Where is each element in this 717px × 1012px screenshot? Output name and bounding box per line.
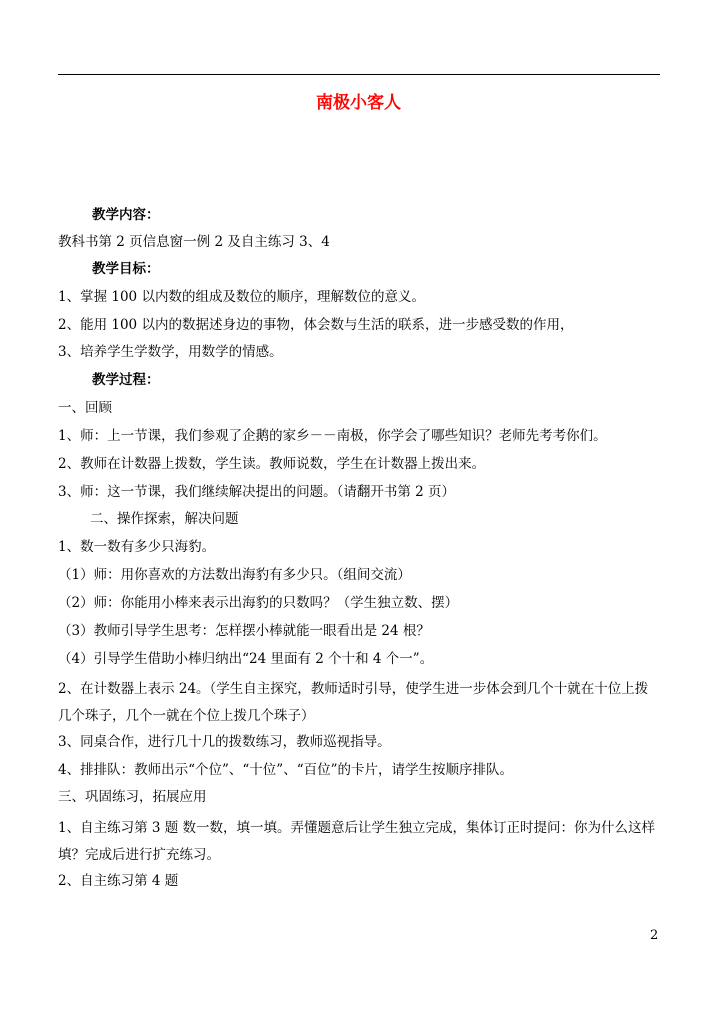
text-line: （4）引导学生借助小棒归纳出“24 里面有 2 个十和 4 个一”。	[58, 651, 434, 667]
header-rule	[58, 74, 660, 75]
section-heading-process: 教学过程：	[92, 372, 160, 388]
section-heading-content: 教学内容：	[92, 207, 160, 223]
section-heading-explore: 二、操作探索，解决问题	[90, 511, 239, 527]
text-line: 3、培养学生学数学，用数学的情感。	[58, 344, 283, 360]
section-heading-goals: 教学目标：	[92, 261, 160, 277]
text-paragraph: 2、在计数器上表示 24。（学生自主探究，教师适时引导，使学生进一步体会到几个十就在十位上拨几个珠子，几个一就在个位上拨几个珠子）	[58, 681, 649, 724]
text-line: （2）师：你能用小棒来表示出海豹的只数吗？（学生独立数、摆）	[58, 595, 459, 611]
page-title: 南极小客人	[316, 93, 401, 113]
text-paragraph: 1、自主练习第 3 题 数一数，填一填。弄懂题意后让学生独立完成，集体订正时提问：你为什么这样填？完成后进行扩充练习。	[58, 820, 656, 863]
text-line: （1）师：用你喜欢的方法数出海豹有多少只。（组间交流）	[58, 567, 411, 583]
text-line: 教科书第 2 页信息窗一例 2 及自主练习 3、4	[58, 234, 330, 250]
text-line: 1、掌握 100 以内数的组成及数位的顺序，理解数位的意义。	[58, 289, 425, 305]
text-line: 1、数一数有多少只海豹。	[58, 539, 216, 555]
text-line: 1、师：上一节课，我们参观了企鹅的家乡－－南极，你学会了哪些知识？老师先考考你们。	[58, 428, 607, 444]
text-line: 2、能用 100 以内的数据述身边的事物，体会数与生活的联系，进一步感受数的作用，	[58, 317, 574, 333]
text-line: 3、师：这一节课，我们继续解决提出的问题。（请翻开书第 2 页）	[58, 484, 456, 500]
text-line: 2、教师在计数器上拨数，学生读。教师说数，学生在计数器上拨出来。	[58, 456, 486, 472]
text-line: （3）教师引导学生思考：怎样摆小棒就能一眼看出是 24 根？	[58, 623, 430, 639]
text-line: 2、自主练习第 4 题	[58, 873, 179, 889]
text-line: 4、排排队：教师出示“个位”、“十位”、“百位”的卡片，请学生按顺序排队。	[58, 762, 513, 778]
text-line: 一、回顾	[58, 400, 112, 416]
text-line: 3、同桌合作，进行几十几的拨数练习，教师巡视指导。	[58, 734, 391, 750]
page-number: 2	[650, 928, 659, 943]
section-heading-practice: 三、巩固练习，拓展应用	[58, 789, 207, 805]
